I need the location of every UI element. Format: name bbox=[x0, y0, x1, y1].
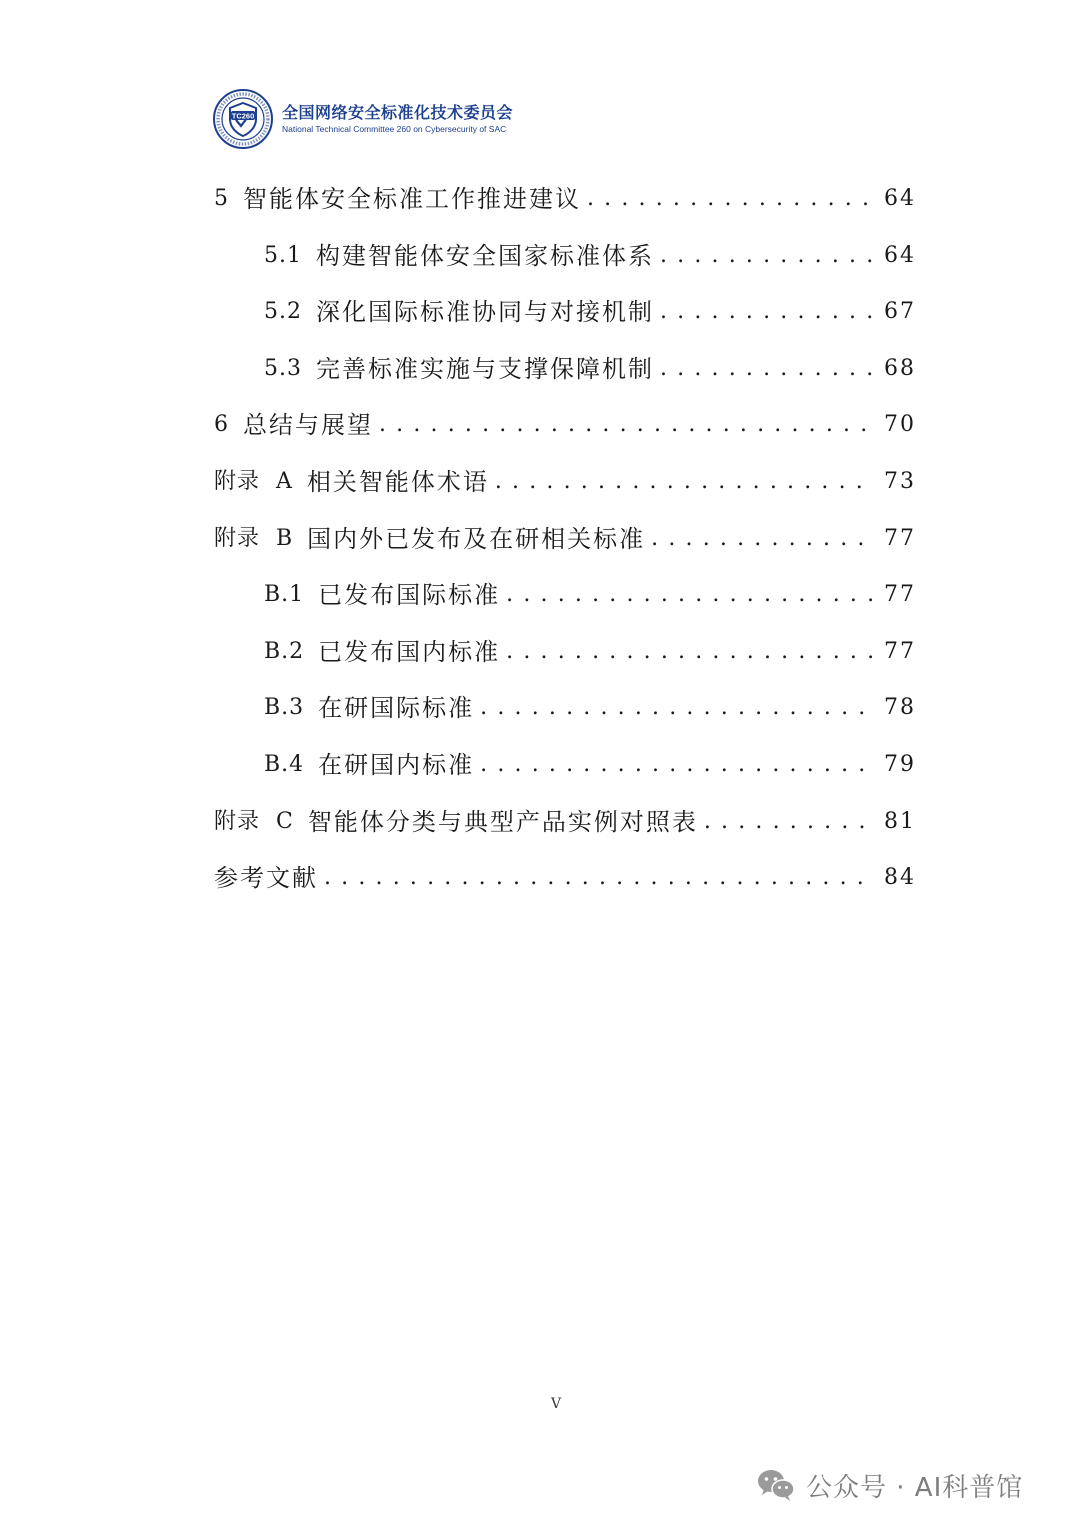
toc-page-number: 68 bbox=[884, 356, 916, 381]
toc-dot-leader bbox=[379, 405, 874, 445]
toc-number: 5.2 bbox=[264, 299, 302, 324]
toc-page-number: 78 bbox=[884, 695, 916, 720]
toc-number: 5.1 bbox=[264, 243, 302, 268]
toc-dot-leader bbox=[651, 519, 874, 559]
toc-entry-5-2[interactable] bbox=[264, 292, 916, 332]
toc-number: 6 bbox=[214, 412, 229, 437]
toc-title: 在研国际标准 bbox=[318, 694, 475, 722]
svg-text:TC260: TC260 bbox=[231, 111, 255, 121]
toc-number: B.2 bbox=[264, 639, 305, 664]
toc-number: B.3 bbox=[264, 695, 305, 720]
toc-dot-leader bbox=[704, 802, 874, 842]
toc-number: 5.3 bbox=[264, 356, 302, 381]
toc-page-number: 64 bbox=[884, 243, 916, 268]
toc-title: 参考文献 bbox=[214, 864, 318, 892]
toc-number: 5 bbox=[214, 186, 229, 211]
toc-entry-5-1[interactable] bbox=[264, 236, 916, 276]
watermark-text: 公众号 · AI科普馆 bbox=[806, 1472, 1024, 1503]
toc-dot-leader bbox=[506, 575, 874, 615]
wechat-icon bbox=[756, 1468, 796, 1502]
toc-entry-references[interactable] bbox=[214, 858, 916, 898]
toc-entry-b-3[interactable] bbox=[264, 688, 916, 728]
toc-entry-b-1[interactable] bbox=[264, 575, 916, 615]
toc-page-number: 64 bbox=[884, 186, 916, 211]
toc-title: 在研国内标准 bbox=[318, 751, 475, 779]
toc-entry-appendix-a[interactable] bbox=[214, 462, 916, 502]
toc-entry-appendix-b[interactable] bbox=[214, 519, 916, 559]
toc-number: B.1 bbox=[264, 582, 305, 607]
toc-title: 构建智能体安全国家标准体系 bbox=[316, 242, 654, 270]
toc-title: 已发布国内标准 bbox=[318, 638, 501, 666]
toc-page-number: 67 bbox=[884, 299, 916, 324]
toc-dot-leader bbox=[660, 292, 874, 332]
toc-dot-leader bbox=[480, 745, 874, 785]
toc-title: 相关智能体术语 bbox=[306, 468, 489, 496]
toc-title: 已发布国际标准 bbox=[318, 581, 501, 609]
toc-page-number: 77 bbox=[884, 526, 916, 551]
toc-number: B.4 bbox=[264, 752, 305, 777]
toc-page-number: 77 bbox=[884, 582, 916, 607]
toc-title: 完善标准实施与支撑保障机制 bbox=[316, 355, 654, 383]
toc-entry-5-3[interactable] bbox=[264, 349, 916, 389]
toc-title: 智能体安全标准工作推进建议 bbox=[243, 185, 581, 213]
toc-dot-leader bbox=[324, 858, 874, 898]
page-number: V bbox=[550, 1396, 562, 1412]
toc-number: 附录 C bbox=[214, 809, 294, 834]
toc-page-number: 81 bbox=[884, 809, 916, 834]
toc-title: 深化国际标准协同与对接机制 bbox=[316, 298, 654, 326]
toc-dot-leader bbox=[587, 179, 874, 219]
toc-title: 国内外已发布及在研相关标准 bbox=[307, 525, 646, 553]
wechat-watermark bbox=[756, 1462, 1023, 1508]
toc-page-number: 84 bbox=[884, 865, 916, 890]
toc-dot-leader bbox=[506, 632, 874, 672]
toc-dot-leader bbox=[660, 236, 874, 276]
toc-entry-6[interactable] bbox=[214, 405, 916, 445]
org-name-cn: 全国网络安全标准化技术委员会 bbox=[282, 103, 514, 122]
toc-number: 附录 A bbox=[214, 469, 293, 494]
toc-entry-b-2[interactable] bbox=[264, 632, 916, 672]
toc-number: 附录 B bbox=[214, 526, 294, 551]
toc-page-number: 73 bbox=[884, 469, 916, 494]
toc-entry-appendix-c[interactable] bbox=[214, 802, 916, 842]
toc-page-number: 77 bbox=[884, 639, 916, 664]
toc-title: 总结与展望 bbox=[243, 411, 373, 439]
toc-dot-leader bbox=[495, 462, 874, 502]
toc-page-number: 70 bbox=[884, 412, 916, 437]
toc-entry-b-4[interactable] bbox=[264, 745, 916, 785]
toc-entry-5[interactable] bbox=[214, 179, 916, 219]
org-name-en: National Technical Committee 260 on Cybersecurity of SAC bbox=[282, 124, 507, 134]
toc-title: 智能体分类与典型产品实例对照表 bbox=[307, 808, 698, 836]
toc-dot-leader bbox=[480, 688, 874, 728]
toc-dot-leader bbox=[660, 349, 874, 389]
toc-page-number: 79 bbox=[884, 752, 916, 777]
